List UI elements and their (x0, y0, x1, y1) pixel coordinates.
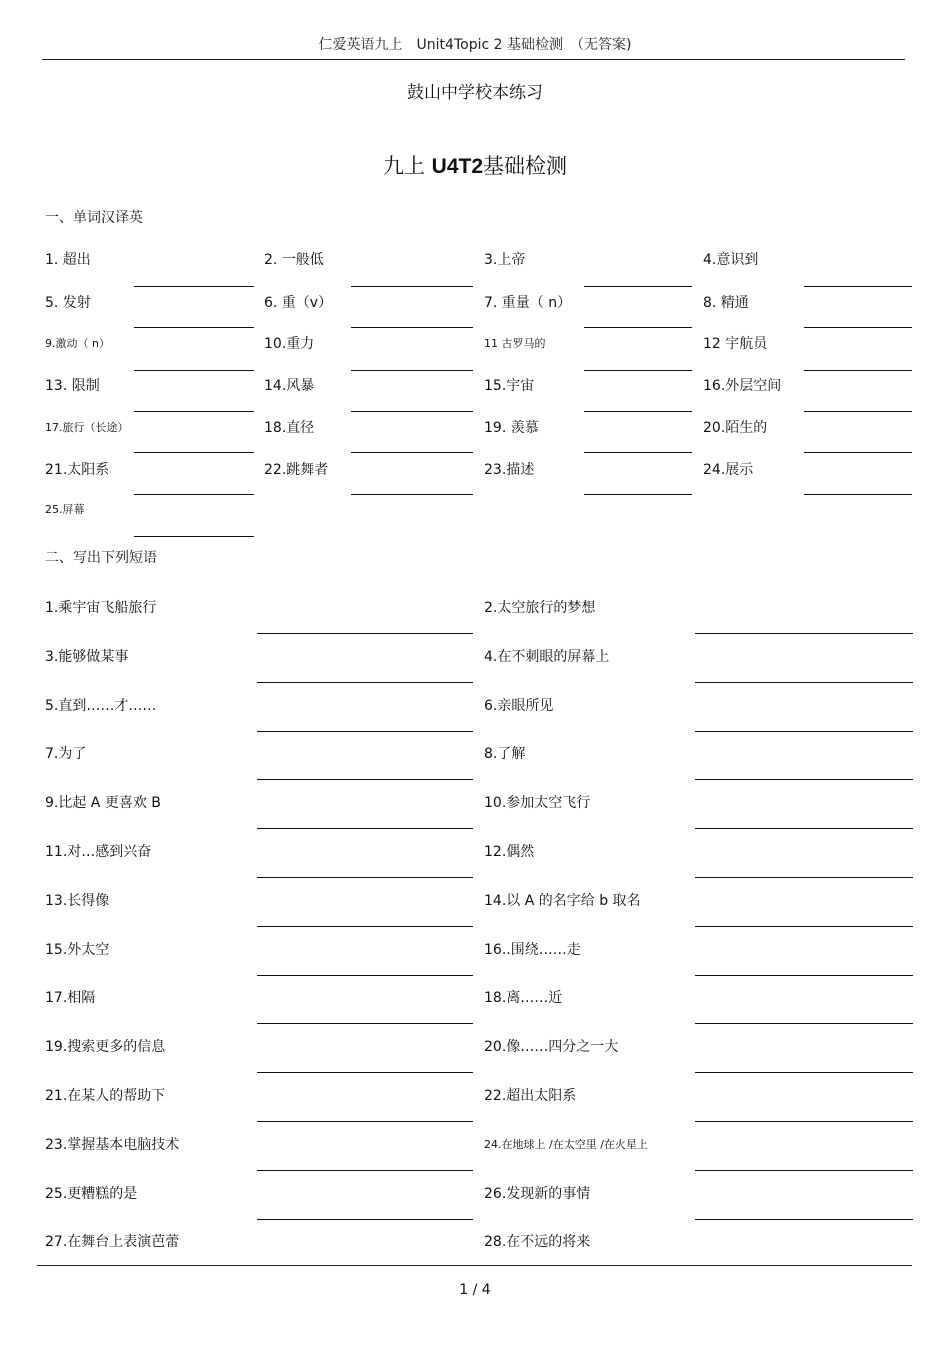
vocab-item: 14.风暴 (264, 378, 315, 394)
phrase-item: 22.超出太阳系 (484, 1088, 577, 1104)
answer-blank[interactable] (351, 370, 473, 371)
phrase-item: 26.发现新的事情 (484, 1185, 591, 1202)
vocab-item: 3.上帝 (484, 252, 526, 268)
answer-blank[interactable] (257, 1170, 473, 1171)
answer-blank[interactable] (695, 633, 913, 634)
vocab-item: 5. 发射 (45, 295, 91, 311)
answer-blank[interactable] (695, 682, 913, 683)
page-number: 1 / 4 (459, 1282, 491, 1298)
answer-blank[interactable] (134, 536, 254, 537)
section-1-heading: 一、单词汉译英 (45, 210, 143, 226)
answer-blank[interactable] (695, 1023, 913, 1024)
vocab-item: 22.跳舞者 (264, 462, 329, 478)
phrase-item: 20.像……四分之一大 (484, 1039, 619, 1056)
answer-blank[interactable] (257, 1121, 473, 1122)
answer-blank[interactable] (351, 411, 473, 412)
title-bold: U4T2 (431, 155, 484, 178)
vocab-item: 18.直径 (264, 420, 315, 436)
vocab-item: 15.宇宙 (484, 378, 535, 394)
answer-blank[interactable] (584, 494, 692, 495)
answer-blank[interactable] (695, 877, 913, 878)
answer-blank[interactable] (804, 411, 912, 412)
vocab-item: 25.屏幕 (45, 503, 85, 516)
phrase-item: 12.偶然 (484, 844, 535, 860)
answer-blank[interactable] (351, 494, 473, 495)
vocab-item: 13. 限制 (45, 378, 100, 394)
answer-blank[interactable] (257, 682, 473, 683)
phrase-item: 14.以 A 的名字给 b 取名 (484, 892, 641, 909)
phrase-item: 24.在地球上 /在太空里 /在火星上 (484, 1137, 648, 1151)
phrase-item: 19.搜索更多的信息 (45, 1039, 166, 1056)
footer-rule (37, 1265, 912, 1266)
phrase-item: 3.能够做某事 (45, 648, 129, 665)
answer-blank[interactable] (695, 1170, 913, 1171)
phrase-item: 6.亲眼所见 (484, 697, 554, 714)
phrase-item: 5.直到……才…… (45, 697, 157, 714)
header-rule (42, 59, 905, 60)
phrase-item: 25.更糟糕的是 (45, 1185, 138, 1202)
answer-blank[interactable] (804, 370, 912, 371)
answer-blank[interactable] (134, 411, 254, 412)
phrase-item: 4.在不刺眼的屏幕上 (484, 648, 610, 665)
vocab-item: 21.太阳系 (45, 462, 110, 478)
vocab-item: 6. 重（v） (264, 295, 333, 311)
vocab-item: 2. 一般低 (264, 252, 324, 268)
answer-blank[interactable] (584, 327, 692, 328)
school-name: 鼓山中学校本练习 (407, 83, 543, 103)
page-header: 仁爱英语九上 Unit4Topic 2 基础检测 （无答案) (318, 37, 632, 53)
answer-blank[interactable] (257, 633, 473, 634)
title-prefix: 九上 (382, 154, 425, 178)
answer-blank[interactable] (584, 411, 692, 412)
answer-blank[interactable] (134, 452, 254, 453)
phrase-item: 10.参加太空飞行 (484, 795, 591, 812)
answer-blank[interactable] (804, 286, 912, 287)
vocab-item: 19. 羡慕 (484, 420, 539, 436)
vocab-item: 4.意识到 (703, 252, 759, 268)
vocab-item: 24.展示 (703, 462, 754, 478)
phrase-item: 18.离……近 (484, 990, 563, 1007)
answer-blank[interactable] (257, 731, 473, 732)
vocab-item: 23.描述 (484, 462, 535, 478)
answer-blank[interactable] (257, 828, 473, 829)
phrase-item: 17.相隔 (45, 990, 96, 1007)
answer-blank[interactable] (584, 286, 692, 287)
answer-blank[interactable] (695, 1219, 913, 1220)
vocab-item: 10.重力 (264, 336, 315, 352)
answer-blank[interactable] (257, 1072, 473, 1073)
vocab-item: 8. 精通 (703, 295, 749, 311)
phrase-item: 8.了解 (484, 746, 526, 763)
phrase-item: 11.对…感到兴奋 (45, 844, 152, 860)
phrase-item: 13.长得像 (45, 892, 110, 909)
section-2-heading: 二、写出下列短语 (45, 550, 157, 566)
answer-blank[interactable] (584, 370, 692, 371)
answer-blank[interactable] (804, 494, 912, 495)
vocab-item: 20.陌生的 (703, 420, 768, 436)
answer-blank[interactable] (134, 327, 254, 328)
vocab-item: 7. 重量（ n） (484, 295, 572, 311)
answer-blank[interactable] (695, 926, 913, 927)
vocab-item: 12 宇航员 (703, 336, 768, 352)
answer-blank[interactable] (134, 286, 254, 287)
answer-blank[interactable] (695, 731, 913, 732)
answer-blank[interactable] (257, 975, 473, 976)
title-suffix: 基础检测 (483, 154, 568, 178)
answer-blank[interactable] (257, 779, 473, 780)
vocab-item: 17.旅行（长途） (45, 421, 129, 434)
answer-blank[interactable] (695, 1072, 913, 1073)
answer-blank[interactable] (257, 926, 473, 927)
answer-blank[interactable] (804, 452, 912, 453)
answer-blank[interactable] (257, 1219, 473, 1220)
answer-blank[interactable] (257, 877, 473, 878)
phrase-item: 7.为了 (45, 746, 87, 763)
answer-blank[interactable] (134, 370, 254, 371)
answer-blank[interactable] (351, 327, 473, 328)
page-title (0, 150, 950, 180)
answer-blank[interactable] (695, 975, 913, 976)
phrase-item: 16..围绕……走 (484, 941, 581, 958)
phrase-item: 1.乘宇宙飞船旅行 (45, 600, 157, 616)
answer-blank[interactable] (695, 779, 913, 780)
vocab-item: 16.外层空间 (703, 378, 782, 394)
answer-blank[interactable] (695, 828, 913, 829)
vocab-item: 11 古罗马的 (484, 337, 546, 350)
answer-blank[interactable] (351, 452, 473, 453)
phrase-item: 27.在舞台上表演芭蕾 (45, 1234, 180, 1251)
vocab-item: 1. 超出 (45, 252, 91, 268)
answer-blank[interactable] (351, 286, 473, 287)
phrase-item: 9.比起 A 更喜欢 B (45, 795, 161, 812)
answer-blank[interactable] (695, 1121, 913, 1122)
answer-blank[interactable] (134, 494, 254, 495)
answer-blank[interactable] (257, 1023, 473, 1024)
answer-blank[interactable] (804, 327, 912, 328)
phrase-item: 23.掌握基本电脑技术 (45, 1136, 180, 1153)
phrase-item: 15.外太空 (45, 941, 110, 958)
phrase-item: 21.在某人的帮助下 (45, 1088, 166, 1104)
phrase-item: 28.在不远的将来 (484, 1234, 591, 1251)
answer-blank[interactable] (584, 452, 692, 453)
vocab-item: 9.激动（ n） (45, 337, 110, 350)
phrase-item: 2.太空旅行的梦想 (484, 600, 596, 616)
